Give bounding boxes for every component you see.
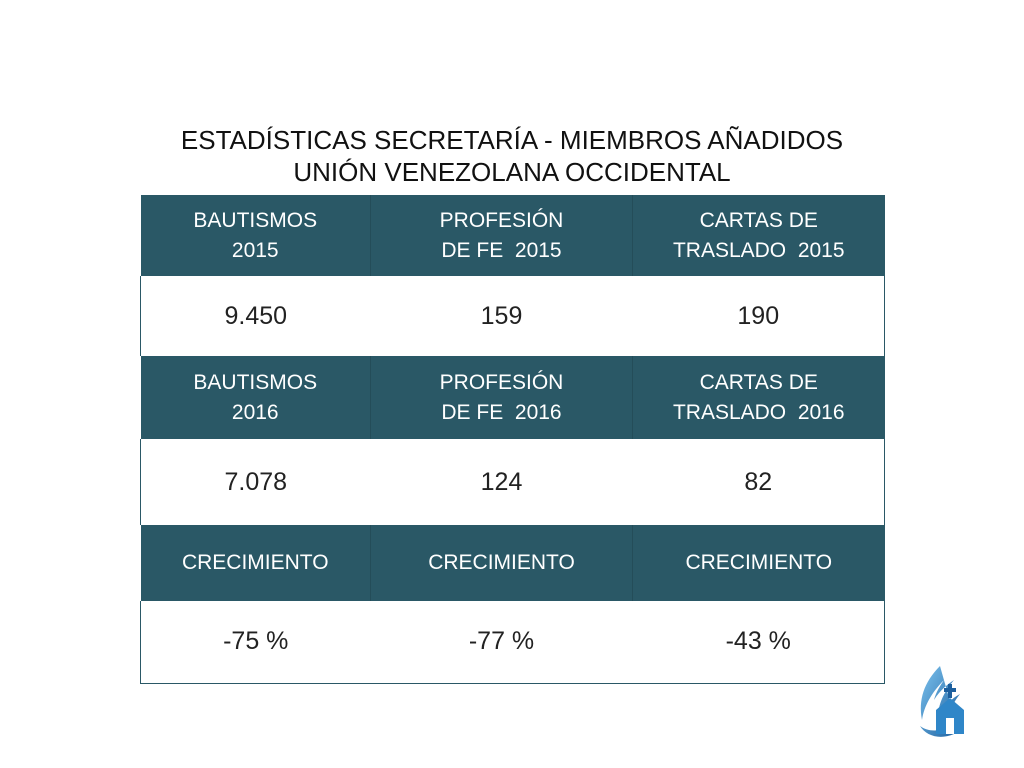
value-profesion-2015: 159 <box>371 276 633 356</box>
header-crecimiento-cartas: CRECIMIENTO <box>633 525 885 601</box>
value-crecimiento-profesion: -77 % <box>371 601 633 683</box>
values-row-2016 <box>141 439 885 525</box>
value-bautismos-2015: 9.450 <box>141 276 371 356</box>
title-line-1: ESTADÍSTICAS SECRETARÍA - MIEMBROS AÑADIDOS <box>180 125 844 155</box>
header-crecimiento-profesion: CRECIMIENTO <box>371 525 633 601</box>
header-bautismos-2015: BAUTISMOS 2015 <box>141 195 371 276</box>
value-crecimiento-cartas: -43 % <box>633 601 885 683</box>
header-cartas-2015: CARTAS DE TRASLADO 2015 <box>633 195 885 276</box>
header-profesion-2015: PROFESIÓN DE FE 2015 <box>371 195 633 276</box>
adventist-flame-logo-icon <box>910 662 972 744</box>
header-bautismos-2016: BAUTISMOS 2016 <box>141 356 371 439</box>
statistics-table <box>140 195 885 684</box>
header-cartas-2016: CARTAS DE TRASLADO 2016 <box>633 356 885 439</box>
header-row-growth <box>141 525 885 601</box>
value-bautismos-2016: 7.078 <box>141 439 371 525</box>
values-row-2015 <box>141 276 885 356</box>
header-row-2015 <box>141 195 885 276</box>
values-row-growth <box>141 601 885 683</box>
value-profesion-2016: 124 <box>371 439 633 525</box>
page-title <box>140 124 884 188</box>
value-crecimiento-bautismos: -75 % <box>141 601 371 683</box>
title-line-2: UNIÓN VENEZOLANA OCCIDENTAL <box>293 157 731 187</box>
value-cartas-2016: 82 <box>633 439 885 525</box>
value-cartas-2015: 190 <box>633 276 885 356</box>
header-profesion-2016: PROFESIÓN DE FE 2016 <box>371 356 633 439</box>
header-row-2016 <box>141 356 885 439</box>
header-crecimiento-bautismos: CRECIMIENTO <box>141 525 371 601</box>
